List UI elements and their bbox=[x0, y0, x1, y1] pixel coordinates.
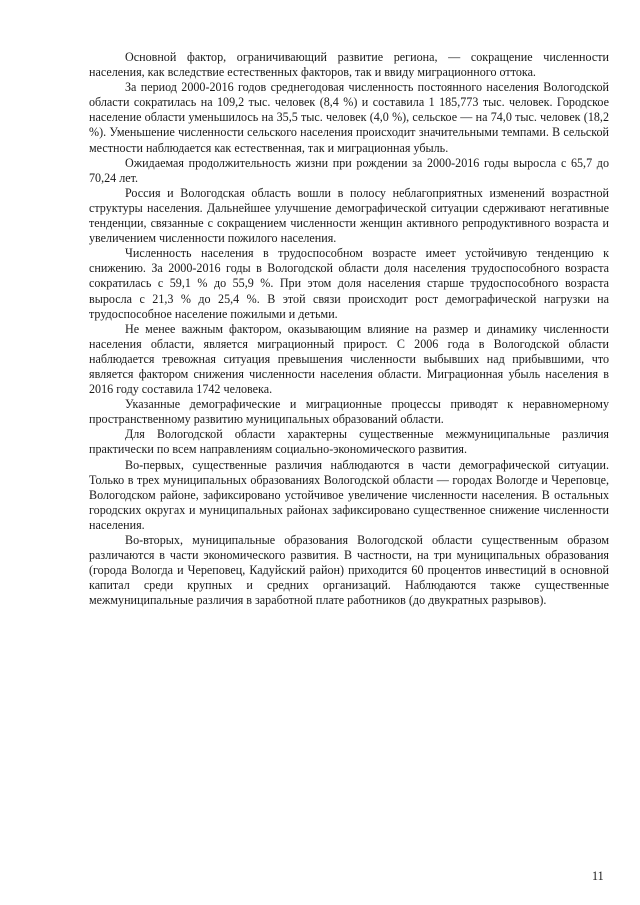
paragraph-main-factor: Основной фактор, ограничивающий развитие региона, — сокращение численности населения, как вследствие естественных факторов, так и ввиду миграционного оттока. bbox=[89, 50, 609, 80]
paragraph-life-expectancy: Ожидаемая продолжительность жизни при рождении за 2000-2016 годы выросла с 65,7 до 70,24 лет. bbox=[89, 155, 609, 185]
paragraph-working-age: Численность населения в трудоспособном возрасте имеет устойчивую тенденцию к снижению. За 2000-2016 годы в Вологодской области доля населения трудоспособного возраста сократилась с 59,1 % до 55,9 %. При этом доля населения старше трудоспособного возраста выросла с 21,3 % до 25,4 %. В этой связи происходит рост демографической нагрузки на трудоспособное население пожилыми и детьми. bbox=[89, 246, 609, 321]
page-number: 11 bbox=[592, 869, 604, 883]
paragraph-age-structure: Россия и Вологодская область вошли в полосу неблагоприятных изменений возрастной структуры населения. Дальнейшее улучшение демографической ситуации сдерживают негативные тенденции, связанные с сокращением численности женщин активного репродуктивного возраста и увеличением численности пожилого населения. bbox=[89, 185, 609, 246]
paragraph-uneven-development: Указанные демографические и миграционные процессы приводят к неравномерному пространственному развитию муниципальных образований области. bbox=[89, 397, 609, 427]
paragraph-demographic-differences: Во-первых, существенные различия наблюдаются в части демографической ситуации. Только в трех муниципальных образованиях Вологодской области — городах Вологде и Череповце, Вологодском районе, зафиксировано устойчивое увеличение численности населения. В остальных городских округах и муниципальных районах зафиксировано существенное снижение численности населения. bbox=[89, 457, 609, 532]
paragraph-municipal-differences: Для Вологодской области характерны существенные межмуниципальные различия практически по всем направлениям социально-экономического развития. bbox=[89, 427, 609, 457]
document-body bbox=[89, 50, 609, 608]
paragraph-population-decline: За период 2000-2016 годов среднегодовая численность постоянного населения Вологодской области сократилась на 109,2 тыс. человек (8,4 %) и составила 1 185,773 тыс. человек. Городское население области уменьшилось на 35,5 тыс. человек (4,0 %), сельское — на 74,0 тыс. человек (18,2 %). Уменьшение численности сельского населения происходит значительными темпами. В сельской местности наблюдается как естественная, так и миграционная убыль. bbox=[89, 80, 609, 155]
paragraph-economic-differences: Во-вторых, муниципальные образования Вологодской области существенным образом различаются в части экономического развития. В частности, на три муниципальных образования (города Вологда и Череповец, Кадуйский район) приходится 60 процентов инвестиций в основной капитал среди крупных и средних организаций. Наблюдаются также существенные межмуниципальные различия в заработной плате работников (до двукратных разрывов). bbox=[89, 533, 609, 608]
paragraph-migration: Не менее важным фактором, оказывающим влияние на размер и динамику численности населения области, является миграционный прирост. С 2006 года в Вологодской области наблюдается тревожная ситуация превышения численности выбывших над прибывшими, что является фактором снижения численности населения области. Миграционная убыль населения в 2016 году составила 1742 человека. bbox=[89, 321, 609, 397]
